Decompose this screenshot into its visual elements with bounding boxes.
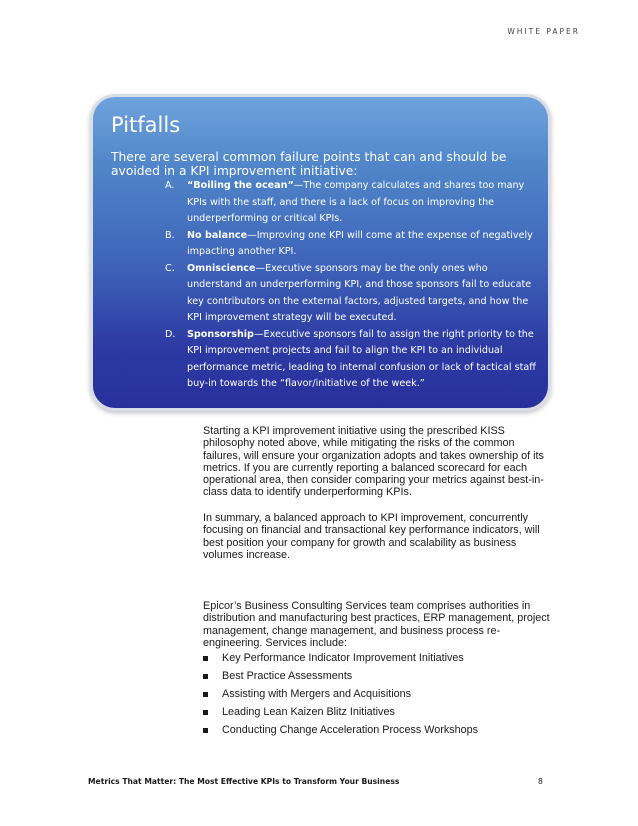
service-label: Leading Lean Kaizen Blitz Initiatives: [222, 706, 395, 718]
service-label: Best Practice Assessments: [222, 670, 353, 682]
service-item: [203, 670, 478, 688]
service-label: Conducting Change Acceleration Process Workshops: [222, 724, 479, 736]
pitfall-item: [165, 261, 537, 327]
header-label: WHITE PAPER: [507, 27, 580, 36]
page-number: 8: [538, 777, 543, 786]
pitfall-term: Sponsorship: [187, 328, 254, 340]
pitfall-term: “Boiling the ocean”: [187, 180, 294, 191]
callout-intro: There are several common failure points that can and should be avoided in a KPI improvement initiative:: [111, 150, 507, 178]
bullet-icon: [203, 674, 208, 679]
pitfall-letter: A.: [165, 180, 175, 191]
pitfall-letter: B.: [165, 229, 175, 241]
service-item: [203, 652, 478, 670]
body-paragraph-kiss: Starting a KPI improvement initiative using the prescribed KISS philosophy noted above, while mitigating the risks of the common failures, will ensure your organization adopts and takes ownership of its metrics. If you are currently reporting a balanced scorecard for each operational area, then consider comparing your metrics against best-in-class data to identify underperforming KPIs.: [203, 425, 544, 499]
pitfall-text: —Executive sponsors fail to assign the right priority to the KPI improvement projects and fail to align the KPI to an individual performance metric, leading to internal confusion or lack of tactical staff buy-in towards the “flavor/initiative of the week.”: [187, 328, 536, 389]
body-paragraph-services: Epicor’s Business Consulting Services team comprises authorities in distribution and manufacturing best practices, ERP management, project management, change management, and business process re-engineering. Services include:: [203, 600, 550, 649]
pitfall-term: Omniscience: [187, 262, 256, 274]
pitfalls-callout: [93, 97, 548, 408]
service-label: Key Performance Indicator Improvement Initiatives: [222, 652, 464, 664]
service-label: Assisting with Mergers and Acquisitions: [222, 688, 412, 700]
footer-title: Metrics That Matter: The Most Effective KPIs to Transform Your Business: [88, 777, 400, 786]
service-item: [203, 724, 478, 742]
bullet-icon: [203, 710, 208, 715]
pitfall-item: [165, 327, 537, 393]
service-item: [203, 688, 478, 706]
bullet-icon: [203, 692, 208, 697]
pitfall-letter: C.: [165, 262, 175, 274]
service-item: [203, 706, 478, 724]
bullet-icon: [203, 728, 208, 733]
pitfall-letter: D.: [165, 328, 176, 340]
callout-title: Pitfalls: [111, 113, 181, 137]
pitfall-item: [165, 228, 537, 261]
pitfall-item: [165, 178, 537, 228]
pitfall-text: —The company calculates and shares too many KPIs with the staff, and there is a lack of focus on improving the underperforming or critical KPIs.: [187, 180, 525, 224]
services-list: [203, 652, 478, 742]
body-paragraph-summary: In summary, a balanced approach to KPI improvement, concurrently focusing on financial and transactional key performance indicators, will best position your company for growth and scalability as business volumes increase.: [203, 512, 540, 561]
pitfall-term: No balance: [187, 229, 248, 241]
pitfall-list: [165, 178, 537, 393]
pitfall-text: —Executive sponsors may be the only ones who understand an underperforming KPI, and those sponsors fail to educate key contributors on the external factors, adjusted targets, and how the KPI improvement strategy will be executed.: [187, 262, 532, 323]
pitfall-text: —Improving one KPI will come at the expense of negatively impacting another KPI.: [187, 229, 533, 257]
bullet-icon: [203, 656, 208, 661]
